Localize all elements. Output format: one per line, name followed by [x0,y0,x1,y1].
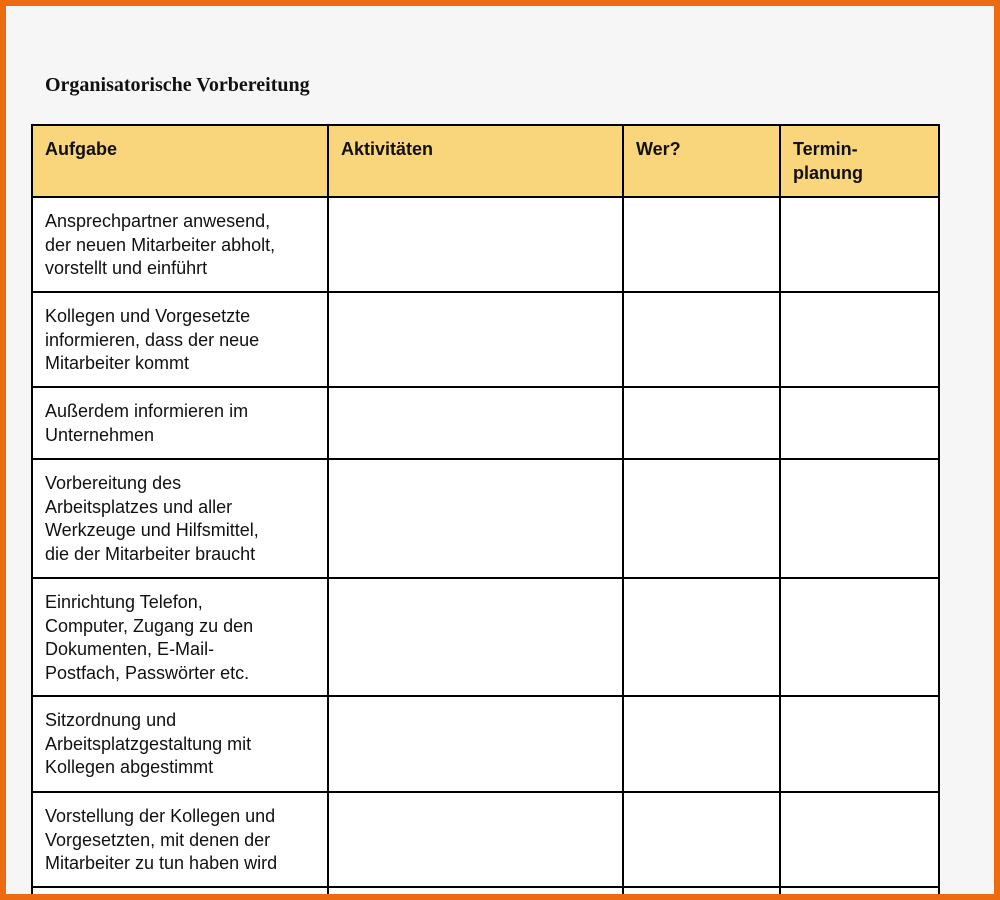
who-cell[interactable] [623,459,780,578]
who-cell[interactable] [623,578,780,696]
task-cell [32,792,328,887]
activities-cell[interactable] [328,197,623,292]
task-cell [32,197,328,292]
column-header-label: Wer? [636,139,681,159]
table-row [32,292,939,387]
task-text [33,888,327,900]
who-cell[interactable] [623,292,780,387]
who-cell[interactable] [623,387,780,459]
task-cell [32,459,328,578]
column-header-wer [623,125,780,197]
schedule-cell[interactable] [780,887,939,900]
activities-cell[interactable] [328,696,623,792]
task-text: Sitzordnung und Arbeitsplatzgestaltung mit Kollegen abgestimmt [45,710,252,777]
table-row [32,459,939,578]
schedule-cell[interactable] [780,578,939,696]
table-row [32,197,939,292]
who-cell[interactable] [623,887,780,900]
task-text: Vorbereitung des Arbeitsplatzes und aller Werkzeuge und Hilfsmittel, die der Mitarbeiter braucht [45,473,259,564]
schedule-cell[interactable] [780,197,939,292]
column-header-label: Aktivitäten [341,139,434,159]
activities-cell[interactable] [328,387,623,459]
document-title: Organisatorische Vorbereitung [45,74,310,96]
table-header-row [32,125,939,197]
task-text: Außerdem informieren im Unternehmen [45,401,249,445]
activities-cell[interactable] [328,578,623,696]
table-row [32,387,939,459]
table-row [32,578,939,696]
activities-cell[interactable] [328,887,623,900]
column-header-terminplanung [780,125,939,197]
activities-cell[interactable] [328,459,623,578]
task-text: Einrichtung Telefon, Computer, Zugang zu den Dokumenten, E-Mail- Postfach, Passwörter etc. [45,592,254,683]
task-cell [32,696,328,792]
who-cell[interactable] [623,792,780,887]
task-text: Vorstellung der Kollegen und Vorgesetzten, mit denen der Mitarbeiter zu tun haben wird [45,806,278,873]
schedule-cell[interactable] [780,459,939,578]
task-cell [32,578,328,696]
column-header-aktivitaeten [328,125,623,197]
task-cell [32,387,328,459]
who-cell[interactable] [623,197,780,292]
table-row [32,696,939,792]
schedule-cell[interactable] [780,387,939,459]
activities-cell[interactable] [328,792,623,887]
task-cell [32,887,328,900]
activities-cell[interactable] [328,292,623,387]
who-cell[interactable] [623,696,780,792]
task-text: Ansprechpartner anwesend, der neuen Mitarbeiter abholt, vorstellt und einführt [45,211,276,278]
onboarding-plan-table [31,124,940,900]
table-row [32,792,939,887]
column-header-aufgabe [32,125,328,197]
column-header-label: Aufgabe [45,139,117,159]
schedule-cell[interactable] [780,696,939,792]
table-row [32,887,939,900]
task-cell [32,292,328,387]
task-text: Kollegen und Vorgesetzte informieren, dass der neue Mitarbeiter kommt [45,306,260,373]
schedule-cell[interactable] [780,292,939,387]
schedule-cell[interactable] [780,792,939,887]
column-header-label: Termin- planung [793,139,863,183]
